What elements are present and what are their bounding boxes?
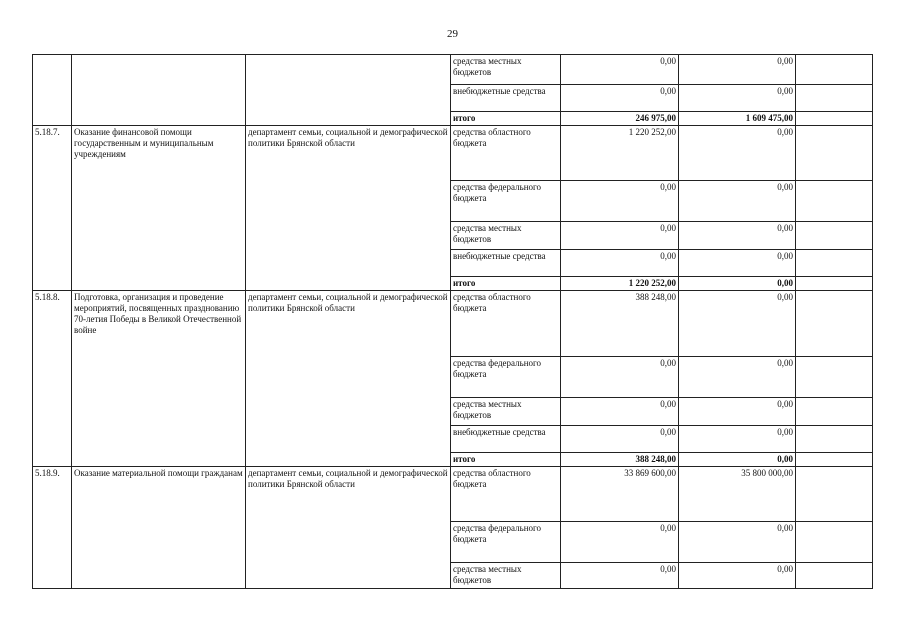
- empty-cell: [796, 398, 873, 426]
- empty-cell: [796, 522, 873, 563]
- value-cell: 0,00: [679, 181, 796, 222]
- value-cell: 0,00: [679, 55, 796, 85]
- table-row: [33, 55, 873, 85]
- value-cell: 0,00: [679, 522, 796, 563]
- value-cell: 1 220 252,00: [561, 126, 679, 181]
- empty-cell: [796, 126, 873, 181]
- empty-cell: [796, 55, 873, 85]
- value-cell: 0,00: [679, 357, 796, 398]
- value-cell: 0,00: [561, 250, 679, 277]
- empty-cell: [796, 181, 873, 222]
- source-cell: внебюджетные средства: [451, 250, 561, 277]
- table-row: [33, 126, 873, 181]
- source-cell: внебюджетные средства: [451, 426, 561, 453]
- item-executor: департамент семьи, социальной и демографической политики Брянской области: [246, 467, 451, 589]
- value-cell: 388 248,00: [561, 291, 679, 357]
- empty-cell: [796, 426, 873, 453]
- total-value: 1 609 475,00: [679, 112, 796, 126]
- total-label: итого: [451, 112, 561, 126]
- value-cell: 35 800 000,00: [679, 467, 796, 522]
- name-cell: [72, 55, 246, 126]
- total-value: 1 220 252,00: [561, 277, 679, 291]
- value-cell: 0,00: [679, 126, 796, 181]
- executor-cell: [246, 55, 451, 126]
- value-cell: 0,00: [561, 222, 679, 250]
- empty-cell: [796, 250, 873, 277]
- source-cell: внебюджетные средства: [451, 85, 561, 112]
- value-cell: 0,00: [679, 222, 796, 250]
- value-cell: 33 869 600,00: [561, 467, 679, 522]
- number-cell: [33, 55, 72, 126]
- item-executor: департамент семьи, социальной и демографической политики Брянской области: [246, 126, 451, 291]
- total-value: 246 975,00: [561, 112, 679, 126]
- value-cell: 0,00: [561, 426, 679, 453]
- source-cell: средства местных бюджетов: [451, 222, 561, 250]
- empty-cell: [796, 467, 873, 522]
- value-cell: 0,00: [561, 181, 679, 222]
- page-number: 29: [447, 28, 458, 40]
- empty-cell: [796, 357, 873, 398]
- value-cell: 0,00: [679, 250, 796, 277]
- total-label: итого: [451, 453, 561, 467]
- empty-cell: [796, 277, 873, 291]
- source-cell: средства федерального бюджета: [451, 357, 561, 398]
- source-cell: средства местных бюджетов: [451, 55, 561, 85]
- table-row: [33, 291, 873, 357]
- item-number: 5.18.8.: [33, 291, 72, 467]
- empty-cell: [796, 85, 873, 112]
- source-cell: средства областного бюджета: [451, 467, 561, 522]
- source-cell: средства областного бюджета: [451, 126, 561, 181]
- value-cell: 0,00: [679, 85, 796, 112]
- value-cell: 0,00: [679, 291, 796, 357]
- value-cell: 0,00: [561, 357, 679, 398]
- source-cell: средства областного бюджета: [451, 291, 561, 357]
- empty-cell: [796, 563, 873, 589]
- value-cell: 0,00: [561, 563, 679, 589]
- item-name: Подготовка, организация и проведение мероприятий, посвященных празднованию 70-летия Победы в Великой Отечественной войне: [72, 291, 246, 467]
- source-cell: средства местных бюджетов: [451, 398, 561, 426]
- total-value: 388 248,00: [561, 453, 679, 467]
- total-label: итого: [451, 277, 561, 291]
- value-cell: 0,00: [679, 426, 796, 453]
- table-row: [33, 467, 873, 522]
- value-cell: 0,00: [679, 563, 796, 589]
- value-cell: 0,00: [561, 55, 679, 85]
- item-number: 5.18.9.: [33, 467, 72, 589]
- item-number: 5.18.7.: [33, 126, 72, 291]
- item-name: Оказание материальной помощи гражданам: [72, 467, 246, 589]
- empty-cell: [796, 222, 873, 250]
- value-cell: 0,00: [561, 522, 679, 563]
- source-cell: средства федерального бюджета: [451, 522, 561, 563]
- empty-cell: [796, 453, 873, 467]
- source-cell: средства федерального бюджета: [451, 181, 561, 222]
- empty-cell: [796, 112, 873, 126]
- empty-cell: [796, 291, 873, 357]
- item-executor: департамент семьи, социальной и демографической политики Брянской области: [246, 291, 451, 467]
- item-name: Оказание финансовой помощи государственным и муниципальным учреждениям: [72, 126, 246, 291]
- value-cell: 0,00: [561, 85, 679, 112]
- value-cell: 0,00: [561, 398, 679, 426]
- total-value: 0,00: [679, 453, 796, 467]
- value-cell: 0,00: [679, 398, 796, 426]
- total-value: 0,00: [679, 277, 796, 291]
- budget-table: [32, 54, 873, 589]
- source-cell: средства местных бюджетов: [451, 563, 561, 589]
